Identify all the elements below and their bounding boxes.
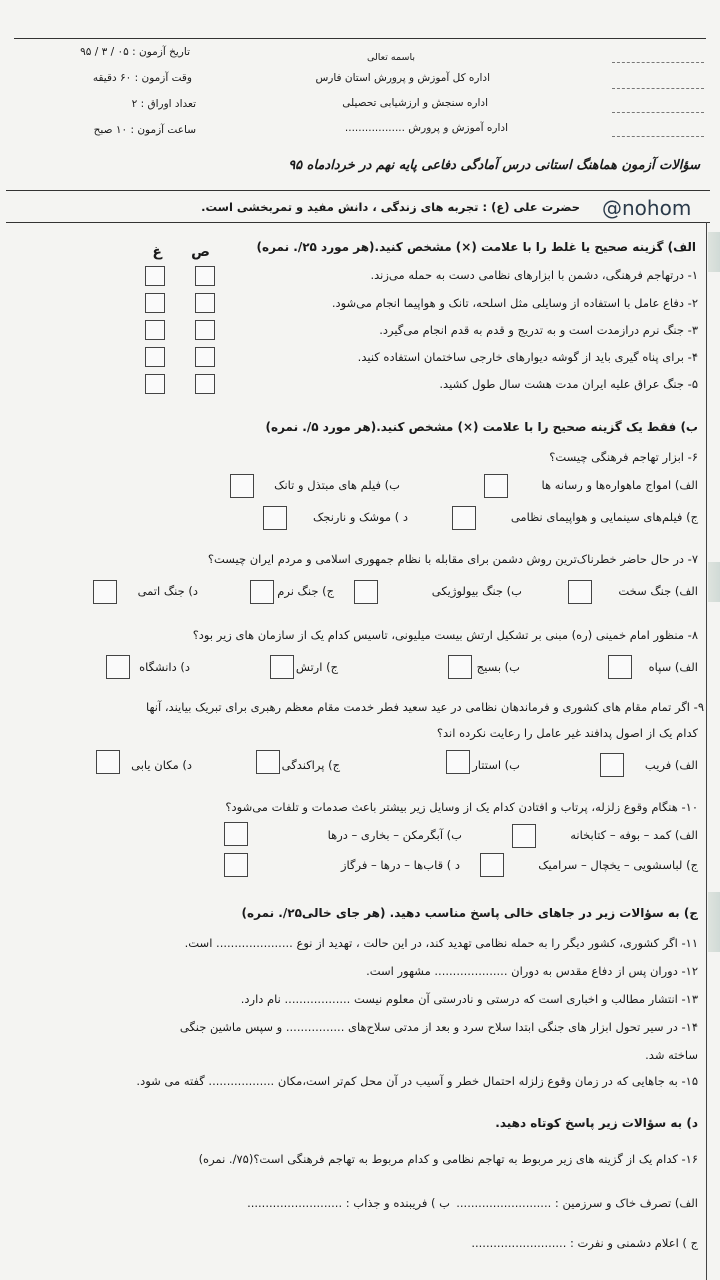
q10-checkbox-d[interactable] bbox=[224, 853, 248, 877]
exam-title: سؤالات آزمون هماهنگ استانی درس آمادگی دفاعی پایه نهم در خردادماه ۹۵ bbox=[288, 158, 700, 173]
q8-option-d: د) دانشگاه bbox=[139, 660, 190, 674]
item-1: ۱- درتهاجم فرهنگی، دشمن با ابزارهای نظامی دست به حمله می‌زند. bbox=[370, 268, 698, 282]
section-c-title: ج) به سؤالات زیر در جاهای خالی پاسخ مناسب دهید. (هر جای خالی۲۵/. نمره) bbox=[241, 906, 698, 920]
question-7: ۷- در حال حاضر خطرناک‌ترین روش دشمن برای مقابله با نظام جمهوری اسلامی و مردم ایران چیست؟ bbox=[207, 552, 698, 566]
q6-option-c: ج) فیلم‌های سینمایی و هواپیمای نظامی bbox=[510, 510, 698, 524]
q8-checkbox-b[interactable] bbox=[448, 655, 472, 679]
q16-item-b: ب ) فریبنده و جذاب : .......................... bbox=[247, 1196, 450, 1210]
question-8: ۸- منظور امام خمینی (ره) مبنی بر تشکیل ارتش بیست میلیونی، تاسیس کدام یک از سازمان های زیر بود؟ bbox=[192, 628, 698, 642]
q9-checkbox-a[interactable] bbox=[600, 753, 624, 777]
q6-option-d: د ) موشک و نارنجک bbox=[313, 510, 408, 524]
true-checkbox-2[interactable] bbox=[195, 293, 215, 313]
question-13: ۱۳- انتشار مطالب و اخباری است که درستی و نادرستی آن معلوم نیست .................. نام دارد. bbox=[240, 992, 698, 1006]
basmala: باسمه تعالی bbox=[366, 52, 415, 63]
q8-checkbox-a[interactable] bbox=[608, 655, 632, 679]
q6-option-a: الف) امواج ماهواره‌ها و رسانه ها bbox=[541, 478, 698, 492]
q9-option-b: ب) استتار bbox=[472, 758, 520, 772]
item-4: ۴- برای پناه گیری باید از گوشه دیوارهای خارجی ساختمان استفاده کنید. bbox=[357, 350, 698, 364]
true-checkbox-1[interactable] bbox=[195, 266, 215, 286]
quote: حضرت علی (ع) : تجربه های زندگی ، دانش مفید و تمربخشی است. bbox=[201, 200, 580, 214]
right-border bbox=[706, 222, 707, 1280]
question-15: ۱۵- به جاهایی که در زمان وقوع زلزله احتمال خطر و آسیب در آن محل کم‌تر است،مکان .................. گفته می شود. bbox=[136, 1074, 698, 1088]
q6-checkbox-b[interactable] bbox=[230, 474, 254, 498]
office-line-1: اداره کل آموزش و پرورش استان فارس bbox=[315, 72, 490, 84]
q10-checkbox-a[interactable] bbox=[512, 824, 536, 848]
false-checkbox-5[interactable] bbox=[145, 374, 165, 394]
false-checkbox-2[interactable] bbox=[145, 293, 165, 313]
section-b-title: ب) فقط یک گزینه صحیح را با علامت (×) مشخص کنید.(هر مورد ۵/. نمره) bbox=[265, 420, 698, 434]
quote-separator bbox=[6, 222, 710, 223]
q7-option-c: ج) جنگ نرم bbox=[277, 584, 334, 598]
q6-option-b: ب) فیلم های مبتذل و تانک bbox=[274, 478, 400, 492]
q7-checkbox-a[interactable] bbox=[568, 580, 592, 604]
q10-checkbox-b[interactable] bbox=[224, 822, 248, 846]
question-14-line-2: ساخته شد. bbox=[645, 1048, 698, 1062]
scan-edge-mark bbox=[708, 562, 720, 602]
question-6: ۶- ابزار تهاجم فرهنگی چیست؟ bbox=[549, 450, 698, 464]
exam-hour: ساعت آزمون : ۱۰ صبح bbox=[93, 124, 196, 136]
true-checkbox-3[interactable] bbox=[195, 320, 215, 340]
header-separator bbox=[6, 190, 710, 191]
office-line-2: اداره سنجش و ارزشیابی تحصیلی bbox=[342, 97, 488, 109]
scan-edge-mark bbox=[708, 892, 720, 952]
q10-option-c: ج) لباسشویی – یخچال – سرامیک bbox=[538, 858, 698, 872]
item-3: ۳- جنگ نرم درازمدت است و به تدریج و قدم به قدم انجام می‌گیرد. bbox=[379, 323, 698, 337]
q16-item-c: ج ) اعلام دشمنی و نفرت : .......................... bbox=[471, 1236, 698, 1250]
q10-checkbox-c[interactable] bbox=[480, 853, 504, 877]
q8-option-b: ب) بسیج bbox=[476, 660, 520, 674]
q7-checkbox-d[interactable] bbox=[93, 580, 117, 604]
question-11: ۱۱- اگر کشوری، کشور دیگر را به حمله نظامی تهدید کند، در این حالت ، تهدید از نوع ..................... است. bbox=[184, 936, 698, 950]
q10-option-b: ب) آبگرمکن – بخاری – درها bbox=[327, 828, 462, 842]
question-12: ۱۲- دوران پس از دفاع مقدس به دوران .................... مشهور است. bbox=[366, 964, 698, 978]
q7-checkbox-b[interactable] bbox=[354, 580, 378, 604]
false-column-header: غ bbox=[152, 244, 162, 260]
true-checkbox-4[interactable] bbox=[195, 347, 215, 367]
name-field-line bbox=[612, 62, 704, 63]
q7-option-a: الف) جنگ سخت bbox=[618, 584, 698, 598]
page-count: تعداد اوراق : ۲ bbox=[131, 98, 196, 110]
q9-checkbox-b[interactable] bbox=[446, 750, 470, 774]
top-border bbox=[14, 38, 706, 39]
q9-checkbox-d[interactable] bbox=[96, 750, 120, 774]
class-field-line bbox=[612, 88, 704, 89]
question-10: ۱۰- هنگام وقوع زلزله، پرتاب و افتادن کدام یک از وسایل زیر بیشتر باعث صدمات و تلفات می‌شود؟ bbox=[225, 800, 698, 814]
q9-option-c: ج) پراکندگی bbox=[281, 758, 340, 772]
false-checkbox-1[interactable] bbox=[145, 266, 165, 286]
q10-option-a: الف) کمد – بوفه – کتابخانه bbox=[570, 828, 698, 842]
q6-checkbox-d[interactable] bbox=[263, 506, 287, 530]
q9-option-a: الف) فریب bbox=[644, 758, 698, 772]
false-checkbox-3[interactable] bbox=[145, 320, 165, 340]
exam-date: تاریخ آزمون : ۰۵ / ۳ / ۹۵ bbox=[80, 46, 190, 58]
true-column-header: ص bbox=[191, 244, 210, 260]
section-d-title: د) به سؤالات زیر پاسخ کوتاه دهید. bbox=[495, 1116, 698, 1130]
seat-field-line bbox=[612, 136, 704, 137]
question-9-line-2: کدام یک از اصول پدافند غیر عامل را رعایت نکرده اند؟ bbox=[436, 726, 698, 740]
scan-edge-mark bbox=[708, 232, 720, 272]
q8-checkbox-c[interactable] bbox=[270, 655, 294, 679]
q6-checkbox-a[interactable] bbox=[484, 474, 508, 498]
exam-duration: وقت آزمون : ۶۰ دقیقه bbox=[92, 72, 192, 84]
false-checkbox-4[interactable] bbox=[145, 347, 165, 367]
office-line-3: اداره آموزش و پرورش .................. bbox=[344, 122, 508, 134]
true-checkbox-5[interactable] bbox=[195, 374, 215, 394]
item-2: ۲- دفاع عامل با استفاده از وسایلی مثل اسلحه، تانک و هواپیما انجام می‌شود. bbox=[331, 296, 698, 310]
channel-watermark: @nohom bbox=[602, 196, 692, 220]
q8-checkbox-d[interactable] bbox=[106, 655, 130, 679]
question-9-line-1: ۹- اگر تمام مقام های کشوری و فرماندهان نظامی در عید سعید فطر خدمت مقام معظم رهبری برای تبریک بیایند، آنها bbox=[145, 700, 704, 714]
q8-option-a: الف) سپاه bbox=[648, 660, 698, 674]
school-field-line bbox=[612, 112, 704, 113]
q16-item-a: الف) تصرف خاک و سرزمین : .......................... bbox=[456, 1196, 698, 1210]
q9-option-d: د) مکان یابی bbox=[131, 758, 192, 772]
q7-checkbox-c[interactable] bbox=[250, 580, 274, 604]
item-5: ۵- جنگ عراق علیه ایران مدت هشت سال طول کشید. bbox=[439, 377, 698, 391]
q7-option-d: د) جنگ اتمی bbox=[137, 584, 198, 598]
q9-checkbox-c[interactable] bbox=[256, 750, 280, 774]
q10-option-d: د ) قاب‌ها – درها – فرگاز bbox=[340, 858, 460, 872]
q7-option-b: ب) جنگ بیولوژیکی bbox=[431, 584, 522, 598]
section-a-title: الف) گزینه صحیح یا غلط را با علامت (×) مشخص کنید.(هر مورد ۲۵/. نمره) bbox=[256, 240, 696, 254]
q8-option-c: ج) ارتش bbox=[295, 660, 338, 674]
q6-checkbox-c[interactable] bbox=[452, 506, 476, 530]
question-14-line-1: ۱۴- در سیر تحول ابزار های جنگی ابتدا سلاح سرد و بعد از مدتی سلاح‌های ................ و سپس ماشین جنگی bbox=[179, 1020, 698, 1034]
question-16: ۱۶- کدام یک از گزینه های زیر مربوط به تهاجم نظامی و کدام مربوط به تهاجم فرهنگی است؟(۷۵/. نمره) bbox=[198, 1152, 698, 1166]
